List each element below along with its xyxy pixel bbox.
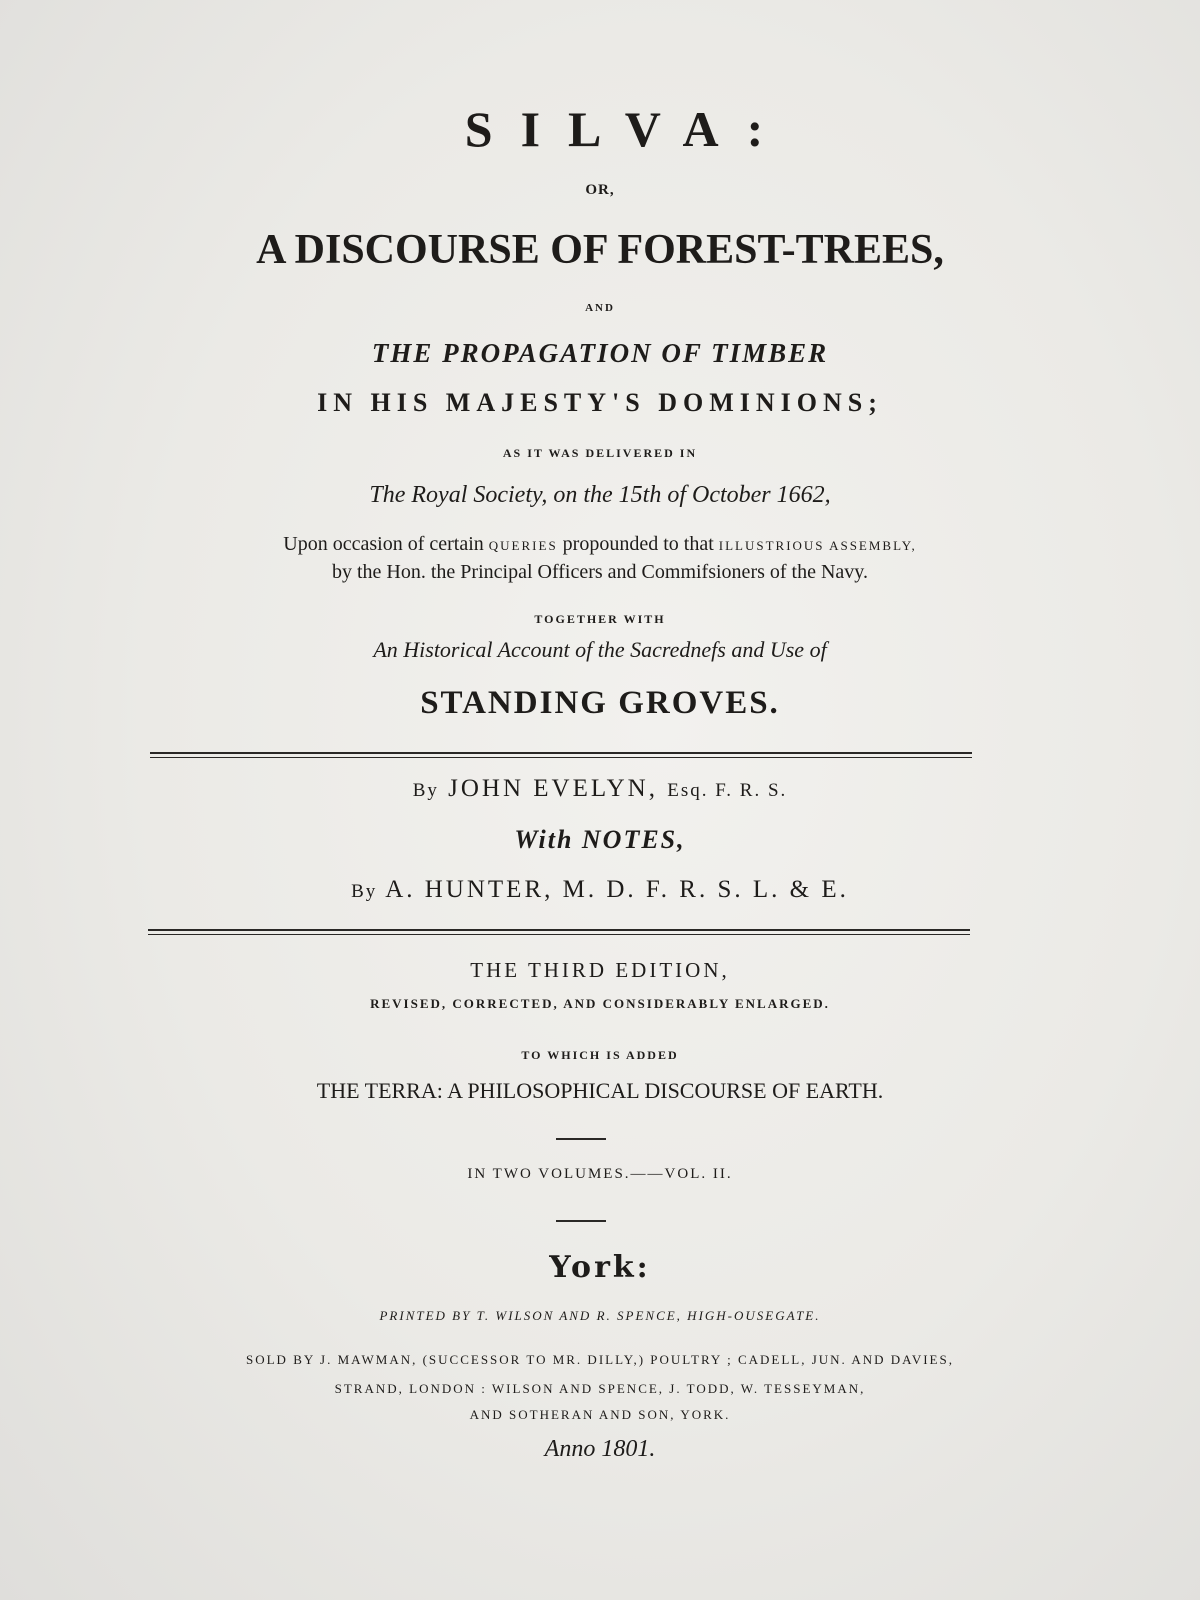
- annotator-name: A. HUNTER, M. D. F. R. S. L. & E.: [385, 876, 849, 903]
- annotator-by: By: [351, 881, 378, 902]
- dominions-line: IN HIS MAJESTY'S DOMINIONS;: [317, 388, 883, 417]
- and-line: AND: [585, 302, 615, 314]
- author-suffix: Esq. F. R. S.: [667, 780, 788, 801]
- with-notes-line: With NOTES,: [514, 825, 686, 854]
- queries-word: QUERIES: [488, 538, 558, 553]
- together-line: TOGETHER WITH: [534, 612, 666, 626]
- delivered-line: AS IT WAS DELIVERED IN: [502, 446, 698, 460]
- volumes-line: IN TWO VOLUMES.——VOL. II.: [467, 1166, 733, 1182]
- groves-line: STANDING GROVES.: [420, 685, 780, 721]
- author-name: JOHN EVELYN,: [448, 775, 658, 802]
- short-rule-1: [556, 1138, 606, 1140]
- sold-line-3: AND SOTHERAN AND SON, YORK.: [469, 1407, 731, 1422]
- royal-society-line: The Royal Society, on the 15th of October 1662,: [369, 482, 831, 508]
- double-rule-top-b: [150, 757, 972, 758]
- or-line: OR,: [585, 182, 615, 198]
- propagation-line: THE PROPAGATION OF TIMBER: [371, 338, 829, 368]
- annotator-line: [0, 876, 1200, 904]
- date-line: Anno 1801.: [544, 1436, 656, 1462]
- subtitle: A DISCOURSE OF FOREST-TREES,: [256, 227, 944, 273]
- place-of-printing: York:: [549, 1250, 651, 1285]
- sold-line-1: SOLD BY J. MAWMAN, (SUCCESSOR TO MR. DILLY,) POULTRY ; CADELL, JUN. AND DAVIES,: [246, 1352, 954, 1367]
- occasion-line-2: by the Hon. the Principal Officers and Commifsioners of the Navy.: [332, 561, 868, 583]
- double-rule-bottom-b: [148, 934, 970, 935]
- double-rule-top-a: [150, 752, 972, 754]
- book-title: SILVA:: [464, 101, 792, 157]
- terra-line: THE TERRA: A PHILOSOPHICAL DISCOURSE OF EARTH.: [316, 1078, 884, 1103]
- occasion-line-1: [0, 533, 1200, 556]
- added-line: TO WHICH IS ADDED: [521, 1048, 679, 1062]
- edition-line: THE THIRD EDITION,: [470, 958, 730, 982]
- historical-line: An Historical Account of the Sacrednefs and Use of: [373, 637, 827, 662]
- occasion-text-1: Upon occasion of certain: [283, 533, 489, 555]
- sold-line-2: STRAND, LONDON : WILSON AND SPENCE, J. TODD, W. TESSEYMAN,: [334, 1381, 866, 1396]
- author-line: [0, 775, 1200, 803]
- short-rule-2: [556, 1220, 606, 1222]
- printer-line: PRINTED BY T. WILSON AND R. SPENCE, HIGH-OUSEGATE.: [379, 1308, 821, 1323]
- author-by: By: [412, 780, 439, 801]
- double-rule-bottom-a: [148, 929, 970, 931]
- assembly-words: ILLUSTRIOUS ASSEMBLY,: [718, 538, 917, 553]
- revised-line: REVISED, CORRECTED, AND CONSIDERABLY ENLARGED.: [370, 996, 830, 1011]
- occasion-text-2: propounded to that: [557, 533, 719, 555]
